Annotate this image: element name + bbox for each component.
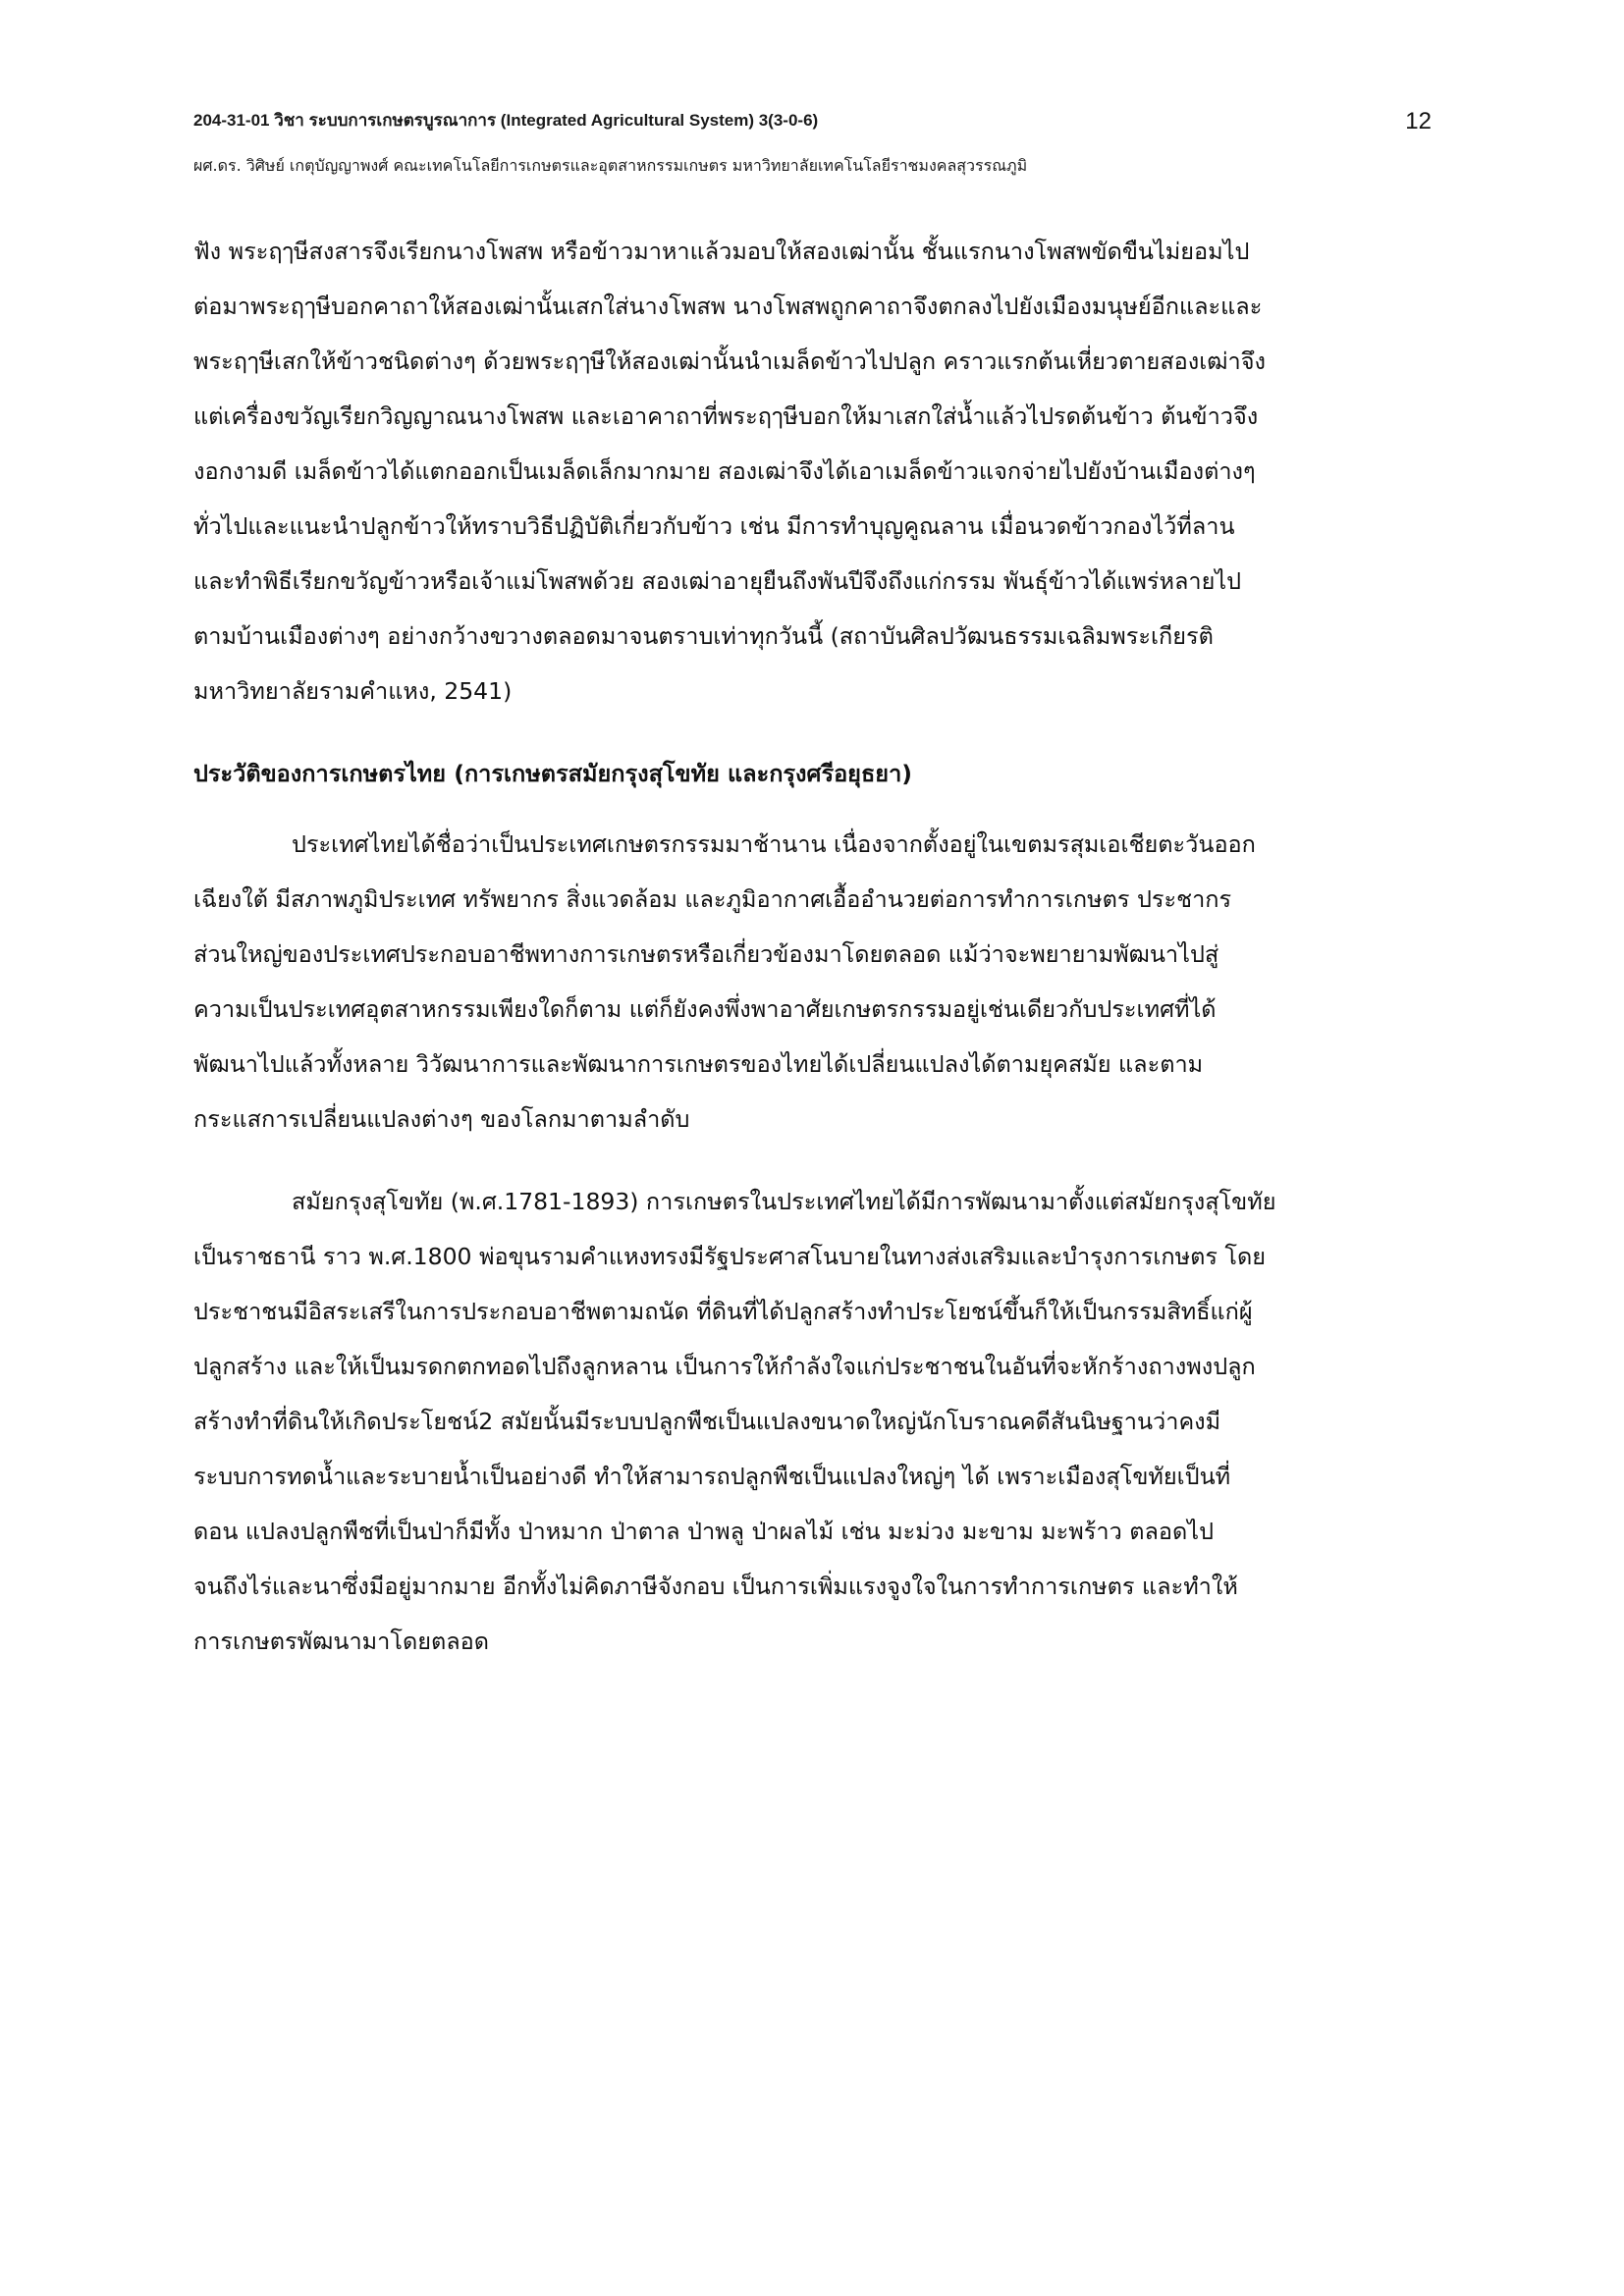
text-line: ต่อมาพระฤๅษีบอกคาถาให้สองเฒ่านั้นเสกใส่นางโพสพ นางโพสพถูกคาถาจึงตกลงไปยังเมืองมนุษย์อีกและและ — [193, 293, 1263, 320]
text-line: งอกงามดี เมล็ดข้าวได้แตกออกเป็นเมล็ดเล็กมากมาย สองเฒ่าจึงได้เอาเมล็ดข้าวแจกจ่ายไปยังบ้านเมืองต่างๆ — [193, 457, 1256, 485]
text-line: เฉียงใต้ มีสภาพภูมิประเทศ ทรัพยากร สิ่งแวดล้อม และภูมิอากาศเอื้ออำนวยต่อการทำการเกษตร ประชากร — [193, 885, 1232, 913]
text-line: และทำพิธีเรียกขวัญข้าวหรือเจ้าแม่โพสพด้วย สองเฒ่าอายุยืนถึงพันปีจึงถึงแก่กรรม พันธุ์ข้าวได้แพร่หลายไป — [193, 567, 1242, 595]
text-line: ประเทศไทยได้ชื่อว่าเป็นประเทศเกษตรกรรมมาช้านาน เนื่องจากตั้งอยู่ในเขตมรสุมเอเชียตะวันออก — [292, 830, 1256, 858]
paragraph-sukhothai-era — [193, 1174, 1435, 1669]
paragraph-rice-legend — [193, 224, 1435, 719]
text-line: ความเป็นประเทศอุตสาหกรรมเพียงใดก็ตาม แต่ก็ยังคงพึ่งพาอาศัยเกษตรกรรมอยู่เช่นเดียวกับประเทศที่ได้ — [193, 995, 1217, 1023]
text-line: สร้างทำที่ดินให้เกิดประโยชน์2 สมัยนั้นมีระบบปลูกพืชเป็นแปลงขนาดใหญ่นักโบราณคดีสันนิษฐานว่าคงมี — [193, 1408, 1221, 1435]
text-line: ประชาชนมีอิสระเสรีในการประกอบอาชีพตามถนัด ที่ดินที่ได้ปลูกสร้างทำประโยชน์ขึ้นก็ให้เป็นกรรมสิทธิ์แก่ผู้ — [193, 1298, 1253, 1325]
text-line: ฟัง พระฤๅษีสงสารจึงเรียกนางโพสพ หรือข้าวมาหาแล้วมอบให้สองเฒ่านั้น ชั้นแรกนางโพสพขัดขืนไม่ยอมไป — [193, 238, 1250, 265]
page-number: 12 — [1405, 108, 1432, 134]
paragraph-thai-agriculture — [193, 817, 1435, 1147]
text-line: แต่เครื่องขวัญเรียกวิญญาณนางโพสพ และเอาคาถาที่พระฤๅษีบอกให้มาเสกใส่น้ำแล้วไปรดต้นข้าว ต้นข้าวจึง — [193, 402, 1259, 430]
text-line: ทั่วไปและแนะนำปลูกข้าวให้ทราบวิธีปฏิบัติเกี่ยวกับข้าว เช่น มีการทำบุญคูณลาน เมื่อนวดข้าวกองไว้ที่ลาน — [193, 512, 1235, 540]
text-line: สมัยกรุงสุโขทัย (พ.ศ.1781-1893) การเกษตรในประเทศไทยได้มีการพัฒนามาตั้งแต่สมัยกรุงสุโขทัย — [292, 1188, 1276, 1215]
paragraph-spacer — [193, 1147, 1435, 1174]
text-line: กระแสการเปลี่ยนแปลงต่างๆ ของโลกมาตามลำดับ — [193, 1105, 690, 1133]
document-body — [193, 224, 1435, 1669]
text-line: มหาวิทยาลัยรามคำแหง, 2541) — [193, 677, 513, 705]
text-line: ระบบการทดน้ำและระบายน้ำเป็นอย่างดี ทำให้สามารถปลูกพืชเป็นแปลงใหญ่ๆ ได้ เพราะเมืองสุโขทัยเป็นที่ — [193, 1463, 1231, 1490]
text-line: ตามบ้านเมืองต่างๆ อย่างกว้างขวางตลอดมาจนตราบเท่าทุกวันนี้ (สถาบันศิลปวัฒนธรรมเฉลิมพระเกียรติ — [193, 622, 1214, 650]
text-line: พัฒนาไปแล้วทั้งหลาย วิวัฒนาการและพัฒนาการเกษตรของไทยได้เปลี่ยนแปลงได้ตามยุคสมัย และตาม — [193, 1050, 1204, 1078]
text-line: ปลูกสร้าง และให้เป็นมรดกตกทอดไปถึงลูกหลาน เป็นการให้กำลังใจแก่ประชาชนในอันที่จะหักร้างถางพงปลูก — [193, 1353, 1256, 1380]
text-line: เป็นราชธานี ราว พ.ศ.1800 พ่อขุนรามคำแหงทรงมีรัฐประศาสโนบายในทางส่งเสริมและบำรุงการเกษตร โดย — [193, 1243, 1267, 1270]
text-line: พระฤๅษีเสกให้ข้าวชนิดต่างๆ ด้วยพระฤๅษีให้สองเฒ่านั้นนำเมล็ดข้าวไปปลูก คราวแรกต้นเหี่ยวตายสองเฒ่าจึง — [193, 347, 1266, 375]
text-line: ส่วนใหญ่ของประเทศประกอบอาชีพทางการเกษตรหรือเกี่ยวข้องมาโดยตลอด แม้ว่าจะพยายามพัฒนาไปสู่ — [193, 940, 1219, 968]
page-header — [193, 108, 1435, 179]
author-affiliation: ผศ.ดร. วิศิษย์ เกตุบัญญาพงศ์ คณะเทคโนโลยีการเกษตรและอุตสาหกรรมเกษตร มหาวิทยาลัยเทคโนโลยีราชมงคลสุวรรณภูมิ — [193, 156, 1028, 175]
text-line: จนถึงไร่และนาซึ่งมีอยู่มากมาย อีกทั้งไม่คิดภาษีจังกอบ เป็นการเพิ่มแรงจูงใจในการทำการเกษตร และทำให้ — [193, 1573, 1238, 1600]
text-line: ดอน แปลงปลูกพืชที่เป็นป่าก็มีทั้ง ป่าหมาก ป่าตาล ป่าพลู ป่าผลไม้ เช่น มะม่วง มะขาม มะพร้าว ตลอดไป — [193, 1518, 1215, 1545]
section-heading: ประวัติของการเกษตรไทย (การเกษตรสมัยกรุงสุโขทัย และกรุงศรีอยุธยา) — [193, 760, 912, 787]
text-line: การเกษตรพัฒนามาโดยตลอด — [193, 1628, 490, 1655]
course-title: 204-31-01 วิชา ระบบการเกษตรบูรณาการ (Integrated Agricultural System) 3(3-0-6) — [193, 111, 819, 130]
